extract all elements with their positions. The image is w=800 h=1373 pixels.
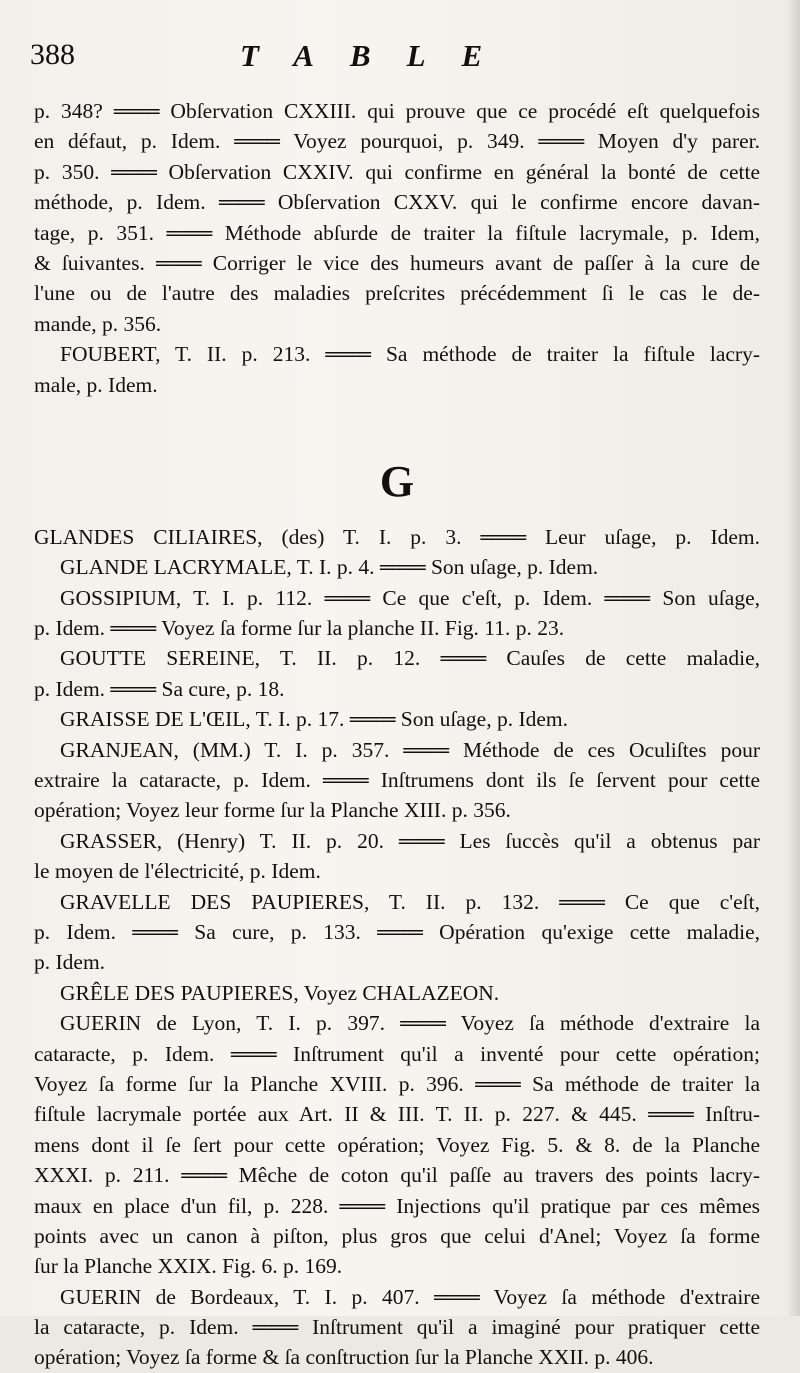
page-edge-shadow — [786, 0, 800, 1316]
index-line: en défaut, p. Idem. ═══ Voyez pourquoi, p. 349. ═══ Moyen d'y parer. — [34, 129, 760, 154]
index-line: GLANDE LACRYMALE, T. I. p. 4. ═══ Son uſage, p. Idem. — [60, 555, 599, 580]
index-line: la cataracte, p. Idem. ═══ Inſtrument qu'il a imaginé pour pratiquer cette — [34, 1315, 760, 1340]
index-line: l'une ou de l'autre des maladies preſcrites précédemment ſi le cas le de- — [34, 281, 760, 306]
page-header — [30, 38, 790, 88]
index-line: mande, p. 356. — [34, 311, 162, 336]
index-line: fiſtule lacrymale portée aux Art. II & III. T. II. p. 227. & 445. ═══ Inſtru- — [34, 1102, 760, 1127]
index-line: GOUTTE SEREINE, T. II. p. 12. ═══ Cauſes de cette maladie, — [60, 646, 760, 671]
entries-after-section — [34, 522, 760, 1373]
index-line: FOUBERT, T. II. p. 213. ═══ Sa méthode de traiter la fiſtule lacry- — [60, 342, 760, 367]
index-line: p. Idem. ═══ Voyez ſa forme ſur la planche II. Fig. 11. p. 23. — [34, 616, 565, 641]
index-line: male, p. Idem. — [34, 372, 158, 397]
index-body — [34, 96, 760, 1373]
index-line: ſur la Planche XXIX. Fig. 6. p. 169. — [34, 1254, 343, 1279]
page-number: 388 — [30, 38, 75, 71]
index-line: Voyez ſa forme ſur la Planche XVIII. p. 396. ═══ Sa méthode de traiter la — [34, 1071, 760, 1096]
section-spacer — [34, 508, 760, 522]
index-line: maux en place d'un fil, p. 228. ═══ Injections qu'il pratique par ces mêmes — [34, 1193, 760, 1218]
index-line: mens dont il ſe ſert pour cette opération; Voyez Fig. 5. & 8. de la Planche — [34, 1132, 760, 1157]
index-line: méthode, p. Idem. ═══ Obſervation CXXV. qui le confirme encore davan- — [34, 190, 760, 215]
index-line: GLANDES CILIAIRES, (des) T. I. p. 3. ═══ Leur uſage, p. Idem. — [34, 524, 760, 549]
index-line: tage, p. 351. ═══ Méthode abſurde de traiter la fiſtule lacrymale, p. Idem, — [34, 220, 760, 245]
index-line: points avec un canon à piſton, plus gros que celui d'Anel; Voyez ſa forme — [34, 1223, 760, 1248]
index-line: p. 348? ═══ Obſervation CXXIII. qui prouve que ce procédé eſt quelquefois — [34, 99, 760, 123]
index-line: cataracte, p. Idem. ═══ Inſtrument qu'il a inventé pour cette opération; — [34, 1041, 760, 1066]
running-title: TABLE — [240, 38, 519, 73]
entries-before-section — [34, 96, 760, 400]
index-line: GUERIN de Lyon, T. I. p. 397. ═══ Voyez ſa méthode d'extraire la — [60, 1011, 760, 1036]
index-line: opération; Voyez ſa forme & ſa conſtruction ſur la Planche XXII. p. 406. — [34, 1345, 654, 1370]
index-line: GRASSER, (Henry) T. II. p. 20. ═══ Les ſuccès qu'il a obtenus par — [60, 828, 760, 853]
index-line: GRANJEAN, (MM.) T. I. p. 357. ═══ Méthode de ces Oculiſtes pour — [60, 737, 760, 762]
index-line: XXXI. p. 211. ═══ Mêche de coton qu'il paſſe au travers des points lacry- — [34, 1163, 760, 1188]
index-line: p. 350. ═══ Obſervation CXXIV. qui confirme en général la bonté de cette — [34, 159, 760, 184]
index-line: p. Idem. — [34, 950, 106, 975]
index-line: GOSSIPIUM, T. I. p. 112. ═══ Ce que c'eſt, p. Idem. ═══ Son uſage, — [60, 585, 760, 610]
section-letter: G — [379, 456, 415, 506]
index-line: GRÊLE DES PAUPIERES, Voyez CHALAZEON. — [60, 980, 500, 1005]
index-line: & ſuivantes. ═══ Corriger le vice des humeurs avant de paſſer à la cure de — [34, 250, 760, 275]
index-line: GUERIN de Bordeaux, T. I. p. 407. ═══ Voyez ſa méthode d'extraire — [60, 1284, 760, 1309]
index-line: GRAISSE DE L'ŒIL, T. I. p. 17. ═══ Son uſage, p. Idem. — [60, 707, 569, 732]
index-line: le moyen de l'électricité, p. Idem. — [34, 859, 321, 884]
index-line: opération; Voyez leur forme ſur la Planche XIII. p. 356. — [34, 798, 511, 823]
index-line: extraire la cataracte, p. Idem. ═══ Inſtrumens dont ils ſe ſervent pour cette — [34, 768, 760, 793]
index-line: GRAVELLE DES PAUPIERES, T. II. p. 132. ═══ Ce que c'eſt, — [60, 889, 760, 914]
section-spacer — [34, 400, 760, 456]
index-line: p. Idem. ═══ Sa cure, p. 18. — [34, 676, 285, 701]
index-line: p. Idem. ═══ Sa cure, p. 133. ═══ Opération qu'exige cette maladie, — [34, 919, 760, 944]
